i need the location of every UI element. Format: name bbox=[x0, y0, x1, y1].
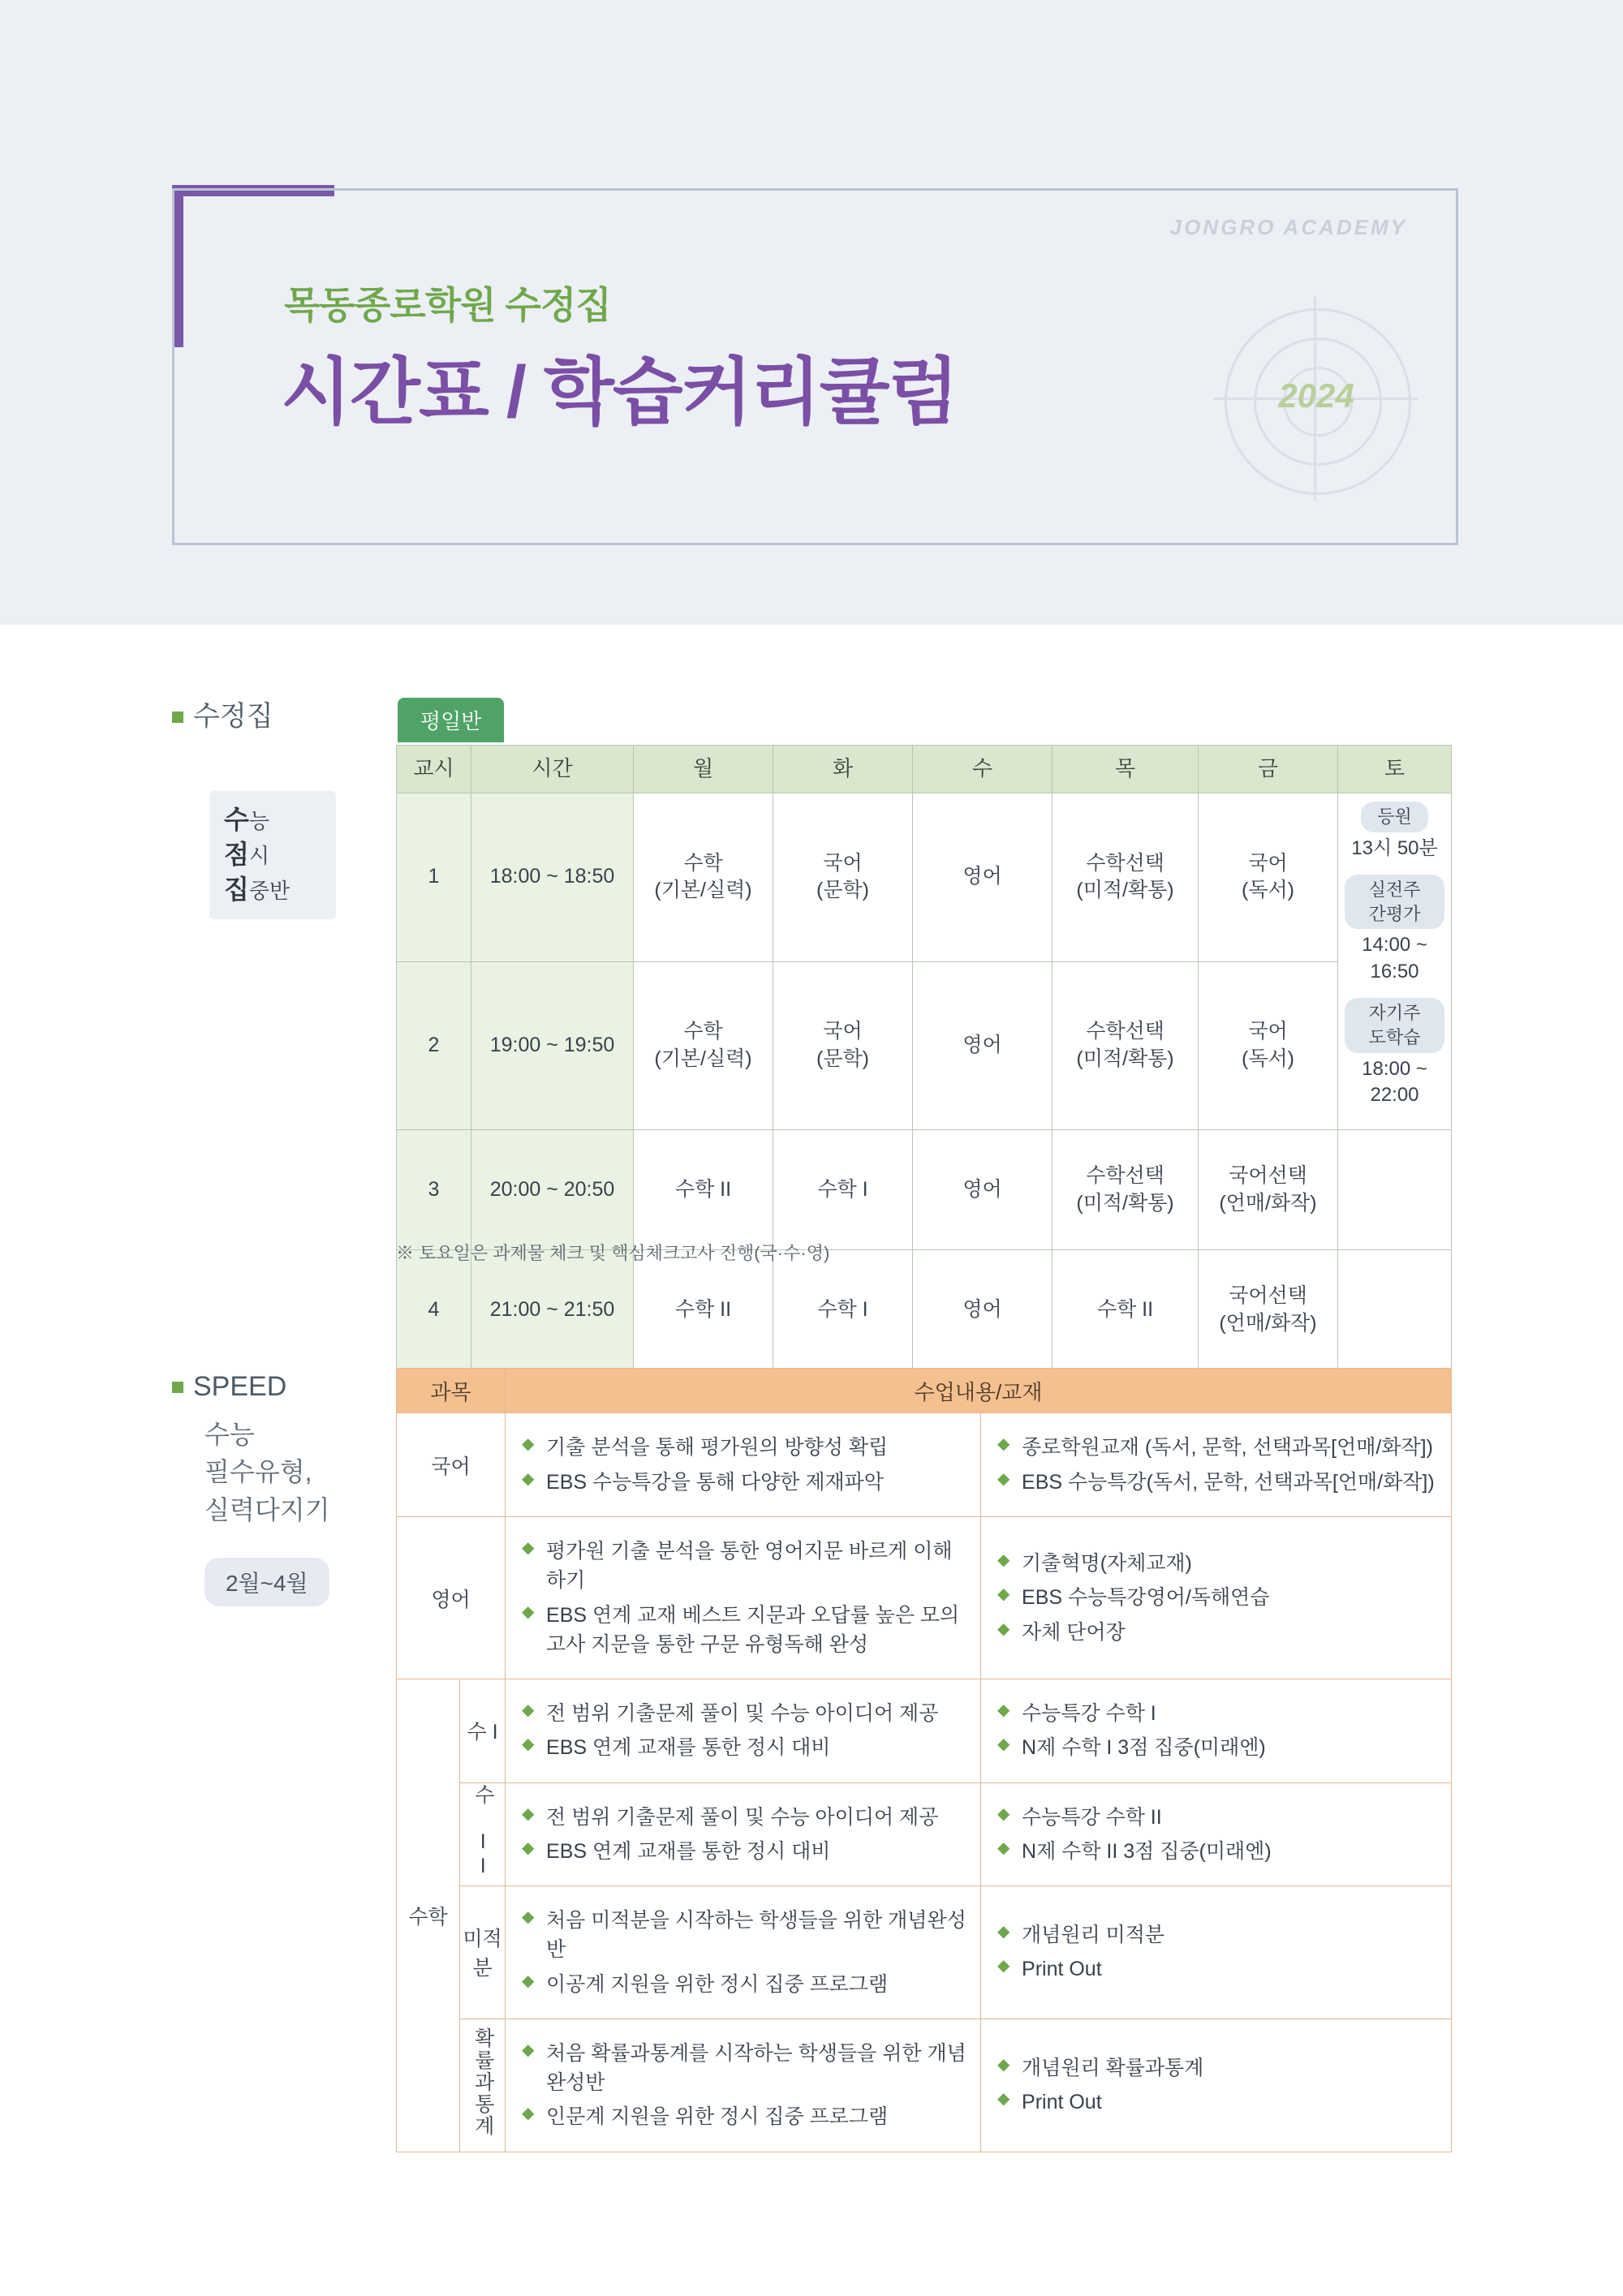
cell-mon: 수학 II bbox=[634, 1130, 773, 1250]
list-item: ◆ EBS 연계 교재를 통한 정시 대비 bbox=[522, 1733, 967, 1762]
timetable-row bbox=[397, 1250, 1452, 1370]
tab-weekday-class[interactable]: 평일반 bbox=[398, 698, 504, 742]
cell-tue: 국어 (문학) bbox=[773, 793, 913, 962]
cell-content bbox=[506, 2019, 981, 2152]
section2-sub-line3: 실력다지기 bbox=[204, 1494, 330, 1524]
cell-sub-subject: 수 I bbox=[460, 1679, 506, 1783]
cell-tue: 국어 (문학) bbox=[773, 961, 913, 1130]
header-year: 2024 bbox=[1278, 376, 1354, 415]
timetable-header-row bbox=[397, 746, 1452, 793]
saturday-pill: 등원 bbox=[1361, 802, 1428, 832]
curriculum-row bbox=[397, 1782, 1452, 1886]
list-item: ◆ EBS 수능특강(독서, 문학, 선택과목[언매/화작]) bbox=[997, 1468, 1438, 1497]
list-item: ◆ 종로학원교재 (독서, 문학, 선택과목[언매/화작]) bbox=[997, 1433, 1438, 1462]
cell-fri: 국어 (독서) bbox=[1199, 961, 1338, 1130]
cell-subject-math: 수학 bbox=[397, 1679, 460, 2152]
list-item: ◆ EBS 수능특강을 통해 다양한 제재파악 bbox=[522, 1468, 967, 1497]
cell-fri: 국어선택 (언매/화작) bbox=[1199, 1130, 1338, 1250]
curriculum-header-row bbox=[397, 1369, 1452, 1413]
page-title: 시간표 / 학습커리큘럼 bbox=[281, 352, 958, 433]
cell-period: 4 bbox=[397, 1250, 471, 1370]
cell-material bbox=[981, 1413, 1452, 1517]
saturday-time: 13시 50분 bbox=[1351, 836, 1438, 859]
cell-period: 3 bbox=[397, 1130, 471, 1250]
cell-saturday-empty bbox=[1338, 1250, 1452, 1370]
bullet-square-icon-2 bbox=[172, 1382, 183, 1393]
th-mon: 월 bbox=[634, 746, 773, 793]
list-item: ◆ 평가원 기출 분석을 통한 영어지문 바르게 이해하기 bbox=[522, 1537, 967, 1596]
list-item: ◆ Print Out bbox=[997, 2087, 1438, 2117]
cell-wed: 영어 bbox=[913, 793, 1053, 962]
cell-tue: 수학 I bbox=[773, 1130, 913, 1250]
saturday-pill: 실전주간평가 bbox=[1345, 875, 1444, 929]
cell-time: 19:00 ~ 19:50 bbox=[471, 961, 634, 1130]
month-range-badge: 2월~4월 bbox=[204, 1558, 329, 1606]
saturday-time: 18:00 ~ 22:00 bbox=[1362, 1057, 1427, 1106]
cell-content bbox=[506, 1413, 981, 1517]
cell-subject: 영어 bbox=[397, 1517, 506, 1679]
cell-thu: 수학선택 (미적/확통) bbox=[1053, 793, 1199, 962]
list-item: ◆ 전 범위 기출문제 풀이 및 수능 아이디어 제공 bbox=[522, 1699, 967, 1728]
th-fri: 금 bbox=[1199, 746, 1338, 793]
list-item: ◆ N제 수학 I 3점 집중(미래엔) bbox=[997, 1733, 1438, 1762]
section2-sub-line2: 필수유형, bbox=[204, 1457, 312, 1487]
curriculum-row bbox=[397, 2019, 1452, 2152]
badge-line1-rest: 능 bbox=[248, 809, 270, 833]
cell-saturday-empty bbox=[1338, 1130, 1452, 1250]
timetable-note: ※ 토요일은 과제물 체크 및 핵심체크고사 진행(국·수·영) bbox=[396, 1243, 830, 1263]
curriculum-row bbox=[397, 1413, 1452, 1517]
list-item: ◆ 개념원리 확률과통계 bbox=[997, 2053, 1438, 2083]
badge-line2-rest: 시 bbox=[248, 844, 270, 869]
th-time: 시간 bbox=[471, 746, 634, 793]
list-item: ◆ Print Out bbox=[997, 1954, 1438, 1984]
cell-thu: 수학 II bbox=[1053, 1250, 1199, 1370]
cell-material bbox=[981, 2019, 1452, 2152]
cell-wed: 영어 bbox=[913, 1250, 1053, 1370]
cell-subject: 국어 bbox=[397, 1413, 506, 1517]
th-period: 교시 bbox=[397, 746, 471, 793]
cell-thu: 수학선택 (미적/확통) bbox=[1053, 961, 1199, 1130]
cell-time: 20:00 ~ 20:50 bbox=[471, 1130, 634, 1250]
cell-material bbox=[981, 1886, 1452, 2019]
curriculum-row bbox=[397, 1886, 1452, 2019]
list-item: ◆ 인문계 지원을 위한 정시 집중 프로그램 bbox=[522, 2102, 967, 2131]
badge-line2-strong: 점 bbox=[224, 840, 249, 870]
cell-wed: 영어 bbox=[913, 1130, 1053, 1250]
section-label-speed: SPEED bbox=[172, 1371, 286, 1403]
section-label-sujeongjip: 수정집 bbox=[172, 694, 273, 733]
curriculum-row bbox=[397, 1517, 1452, 1679]
cell-period: 1 bbox=[397, 793, 471, 962]
list-item: ◆ 이공계 지원을 위한 정시 집중 프로그램 bbox=[522, 1970, 967, 1999]
curriculum-table bbox=[396, 1368, 1452, 2152]
list-item: ◆ 처음 확률과통계를 시작하는 학생들을 위한 개념완성반 bbox=[522, 2039, 967, 2098]
list-item: ◆ 자체 단어장 bbox=[997, 1618, 1438, 1647]
bullet-square-icon bbox=[172, 712, 183, 723]
cell-mon: 수학 II bbox=[634, 1250, 773, 1370]
saturday-time: 14:00 ~ 16:50 bbox=[1362, 934, 1427, 982]
cell-time: 21:00 ~ 21:50 bbox=[471, 1250, 634, 1370]
header-frame bbox=[172, 188, 1458, 545]
th-subject: 과목 bbox=[397, 1369, 506, 1413]
list-item: ◆ 전 범위 기출문제 풀이 및 수능 아이디어 제공 bbox=[522, 1803, 967, 1832]
cell-material bbox=[981, 1782, 1452, 1886]
list-item: ◆ 개념원리 미적분 bbox=[997, 1920, 1438, 1950]
cell-mon: 수학 (기본/실력) bbox=[634, 793, 773, 962]
cell-content bbox=[506, 1782, 981, 1886]
target-icon bbox=[1225, 308, 1411, 495]
section2-sub-line1: 수능 bbox=[204, 1420, 255, 1449]
cell-mon: 수학 (기본/실력) bbox=[634, 961, 773, 1130]
list-item: ◆ 기출혁명(자체교재) bbox=[997, 1549, 1438, 1578]
th-sat: 토 bbox=[1338, 746, 1452, 793]
cell-tue: 수학 I bbox=[773, 1250, 913, 1370]
list-item: ◆ 기출 분석을 통해 평가원의 방향성 확립 bbox=[522, 1433, 967, 1462]
saturday-pill: 자기주도학습 bbox=[1345, 998, 1444, 1052]
cell-fri: 국어선택 (언매/화작) bbox=[1199, 1250, 1338, 1370]
cell-content bbox=[506, 1679, 981, 1783]
timetable bbox=[396, 745, 1452, 1370]
curriculum-row bbox=[397, 1679, 1452, 1783]
cell-period: 2 bbox=[397, 961, 471, 1130]
list-item: ◆ 수능특강 수학 I bbox=[997, 1699, 1438, 1728]
timetable-row bbox=[397, 1130, 1452, 1250]
th-thu: 목 bbox=[1053, 746, 1199, 793]
cell-fri: 국어 (독서) bbox=[1199, 793, 1338, 962]
header-band bbox=[0, 0, 1623, 625]
timetable-row bbox=[397, 961, 1452, 1130]
header-subtitle: 목동종로학원 수정집 bbox=[284, 284, 611, 326]
th-wed: 수 bbox=[913, 746, 1053, 793]
cell-time: 18:00 ~ 18:50 bbox=[471, 793, 634, 962]
badge-line1-strong: 수 bbox=[224, 805, 249, 834]
cell-sub-subject: 확률과통계 bbox=[460, 2019, 506, 2152]
cell-material bbox=[981, 1679, 1452, 1783]
cell-material bbox=[981, 1517, 1452, 1679]
cell-content bbox=[506, 1517, 981, 1679]
list-item: ◆ 수능특강 수학 II bbox=[997, 1803, 1438, 1832]
section2-subtitle bbox=[204, 1416, 330, 1529]
list-item: ◆ EBS 연계 교재 베스트 지문과 오답률 높은 모의고사 지문을 통한 구문 유형독해 완성 bbox=[522, 1601, 967, 1660]
th-tue: 화 bbox=[773, 746, 913, 793]
badge-line3-strong: 집 bbox=[224, 875, 249, 905]
cell-content bbox=[506, 1886, 981, 2019]
badge-line3-rest: 중반 bbox=[248, 879, 291, 904]
list-item: ◆ 처음 미적분을 시작하는 학생들을 위한 개념완성반 bbox=[522, 1906, 967, 1965]
timetable-row bbox=[397, 793, 1452, 962]
cell-sub-subject: 수 II bbox=[460, 1782, 506, 1886]
list-item: ◆ EBS 연계 교재를 통한 정시 대비 bbox=[522, 1837, 967, 1866]
list-item: ◆ N제 수학 II 3점 집중(미래엔) bbox=[997, 1837, 1438, 1866]
cell-saturday bbox=[1338, 793, 1452, 1130]
cell-thu: 수학선택 (미적/확통) bbox=[1053, 1130, 1199, 1250]
list-item: ◆ EBS 수능특강영어/독해연습 bbox=[997, 1583, 1438, 1612]
brand-logo-text: JONGRO ACADEMY bbox=[1169, 215, 1407, 239]
badge-exam-focus bbox=[209, 791, 336, 919]
th-content: 수업내용/교재 bbox=[506, 1369, 1452, 1413]
cell-sub-subject: 미적분 bbox=[460, 1886, 506, 2019]
cell-wed: 영어 bbox=[913, 961, 1053, 1130]
